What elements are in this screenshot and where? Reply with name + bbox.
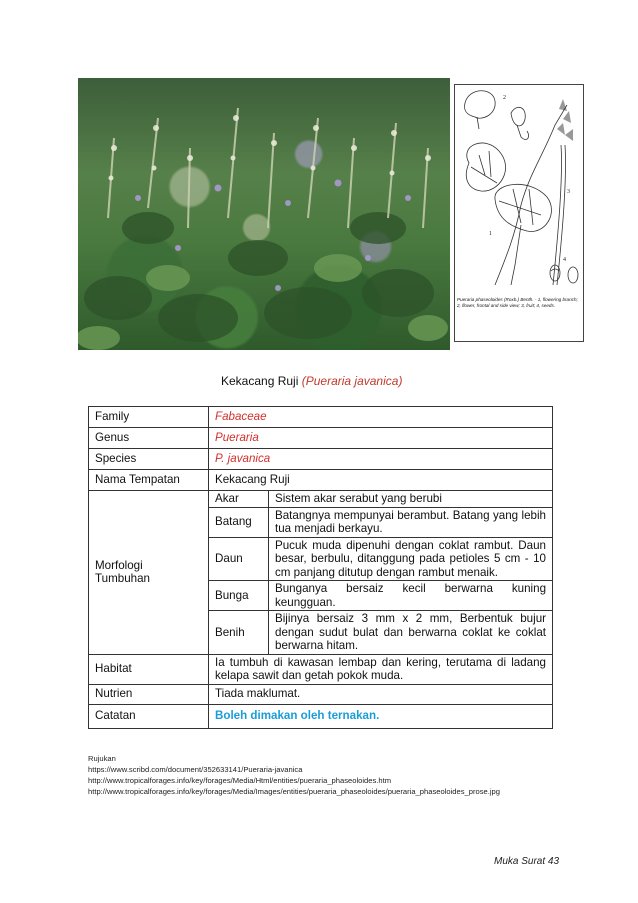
table-row [89,449,553,470]
habitat-value: Ia tumbuh di kawasan lembap dan kering, terutama di ladang kelapa sawit dan getah pokok muda. [209,654,553,684]
morphology-desc: Batangnya mempunyai berambut. Batang yang lebih tua menjadi berkayu. [269,507,553,537]
family-value: Fabaceae [209,407,553,428]
species-label: Species [89,449,209,470]
species-value: P. javanica [209,449,553,470]
family-label: Family [89,407,209,428]
morphology-part: Daun [209,537,269,581]
genus-value: Pueraria [209,428,553,449]
reference-link[interactable]: http://www.tropicalforages.info/key/forages/Media/Html/entities/pueraria_phaseoloides.htm [88,776,392,785]
plant-photo [78,78,450,350]
morphology-part: Batang [209,507,269,537]
table-row [89,491,553,508]
nutrient-value: Tiada maklumat. [209,684,553,704]
morphology-label [89,491,209,655]
illustration-label: 2 [503,95,506,101]
illustration-label: 1 [489,231,492,237]
habitat-label: Habitat [89,654,209,684]
morphology-part: Benih [209,611,269,655]
morphology-label-line: Tumbuhan [95,572,150,586]
page-number: Muka Surat 43 [494,856,560,867]
scientific-name: (Pueraria javanica) [301,374,403,388]
illustration-caption: Pueraria phaseoloides (Roxb.) Benth. - 1, flowering branch; 2, flower, frontal and side view; 3, fruit; 4, seeds. [457,297,578,308]
reference-link[interactable]: https://www.scribd.com/document/352633141/Pueraria-javanica [88,765,303,774]
local-name-label: Nama Tempatan [89,470,209,491]
page-title [221,374,402,388]
table-row [89,684,553,704]
plant-photo-art [78,78,450,350]
morphology-part: Akar [209,491,269,508]
genus-label: Genus [89,428,209,449]
illustration-label: 3 [567,189,570,195]
table-row [89,428,553,449]
illustration-drawing [455,85,583,295]
table-row [89,704,553,728]
notes-label: Catatan [89,704,209,728]
morphology-label-line: Morfologi [95,558,143,572]
notes-value: Boleh dimakan oleh ternakan. [209,704,553,728]
local-name-value: Kekacang Ruji [209,470,553,491]
reference-link[interactable]: http://www.tropicalforages.info/key/forages/Media/Images/entities/pueraria_phaseoloides/pueraria_phaseoloides_prose.jpg [88,787,500,796]
common-name: Kekacang Ruji [221,374,299,388]
table-row [89,470,553,491]
references-heading: Rujukan [88,754,116,763]
references [88,753,566,797]
table-row [89,654,553,684]
morphology-desc: Pucuk muda dipenuhi dengan coklat rambut. Daun besar, berbulu, ditanggung pada petioles 5 cm - 10 cm panjang ditutup dengan rambut menaik. [269,537,553,581]
morphology-desc: Bunganya bersaiz kecil berwarna kuning keungguan. [269,581,553,611]
table-row [89,407,553,428]
botanical-illustration [454,84,584,342]
illustration-label: 4 [563,257,566,263]
morphology-part: Bunga [209,581,269,611]
morphology-desc: Sistem akar serabut yang berubi [269,491,553,508]
plant-info-table [88,406,553,729]
nutrient-label: Nutrien [89,684,209,704]
morphology-desc: Bijinya bersaiz 3 mm x 2 mm, Berbentuk bujur dengan sudut bulat dan berwarna coklat ke coklat berwarna hitam. [269,611,553,655]
